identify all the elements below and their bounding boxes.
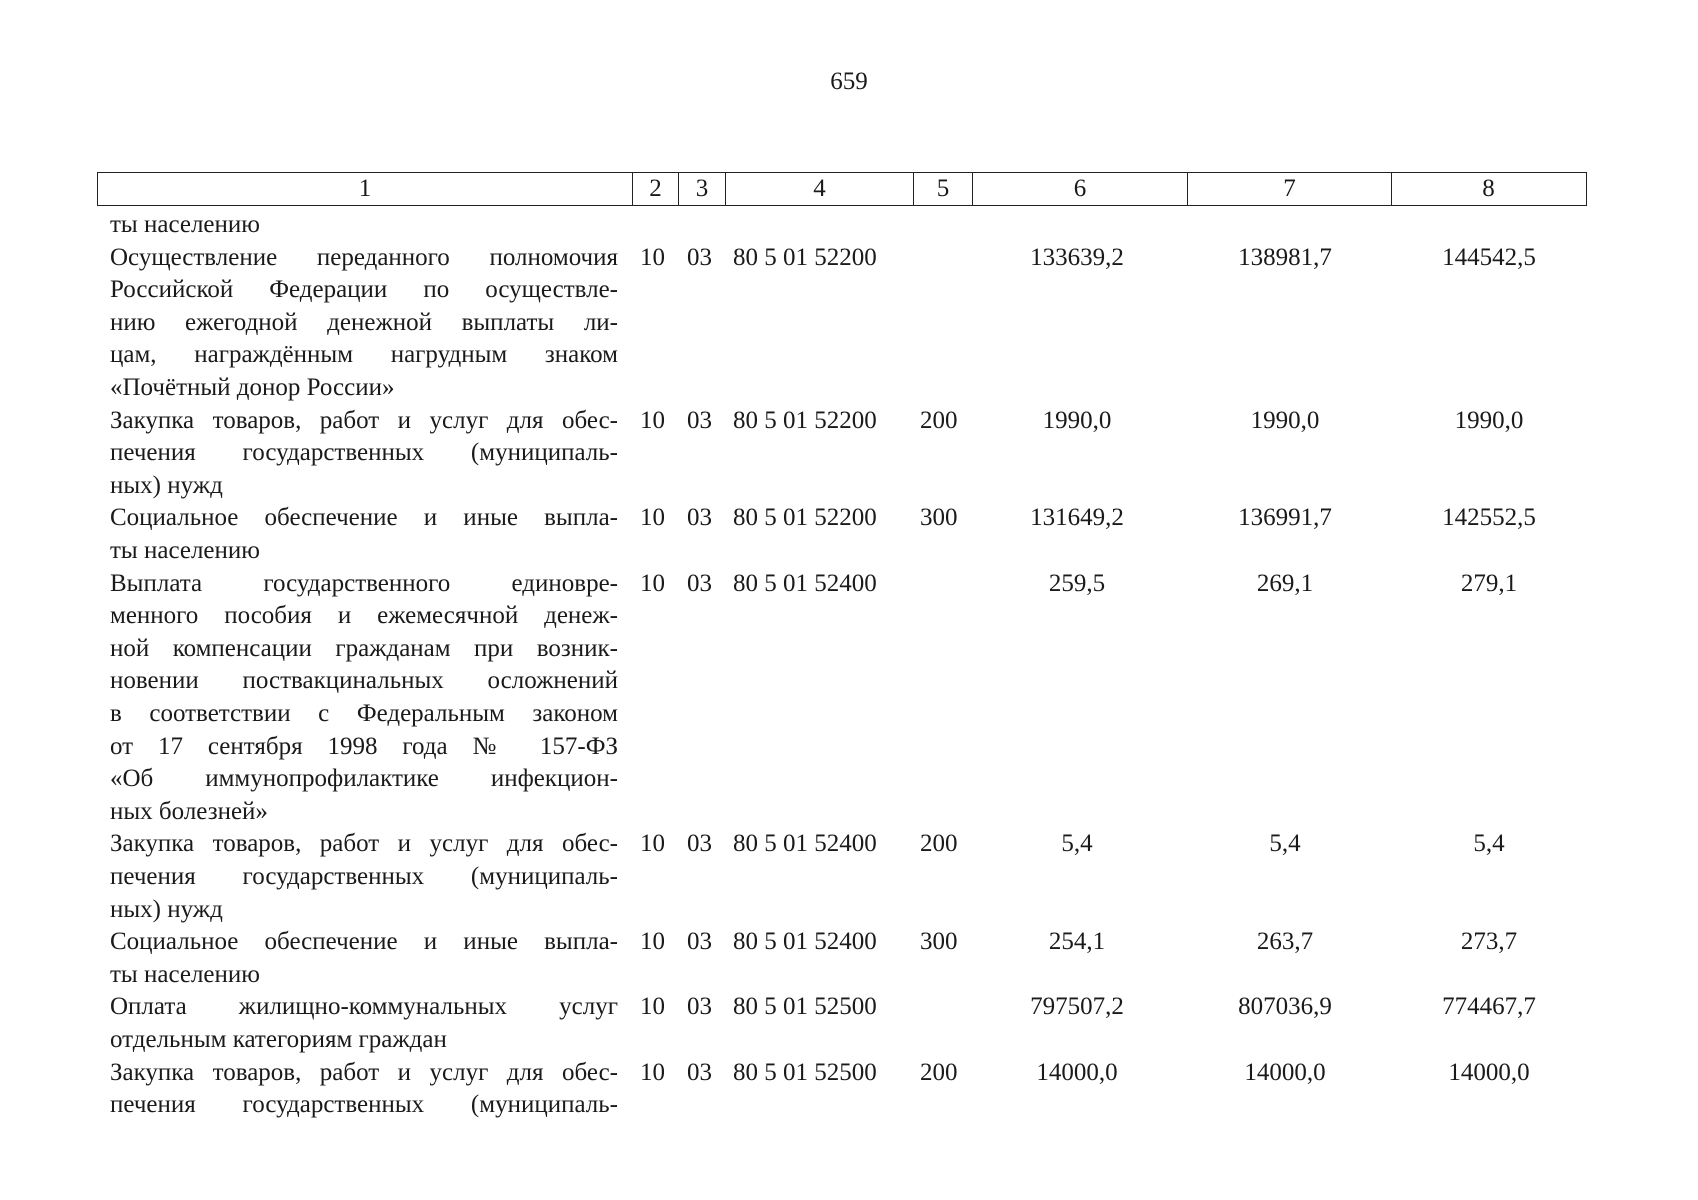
- cell-col-4: 80 5 01 52400: [733, 569, 877, 597]
- cell-col-6: 254,1: [1048, 928, 1106, 956]
- row-description-line: «Почётный донор России»: [110, 373, 395, 401]
- header-col-6: 6: [973, 173, 1188, 205]
- cell-col-4: 80 5 01 52500: [733, 993, 877, 1021]
- row-description-line: Социальное обеспечение и иные выпла-: [110, 504, 618, 532]
- cell-col-8: 1990,0: [1454, 406, 1524, 434]
- row-description: [110, 209, 618, 242]
- cell-col-3: 03: [687, 243, 712, 271]
- cell-col-8: 273,7: [1460, 928, 1518, 956]
- header-col-8: 8: [1482, 175, 1495, 202]
- row-description-line: Закупка товаров, работ и услуг для обес-: [110, 1058, 618, 1086]
- cell-col-5: 200: [920, 1058, 958, 1086]
- row-description-line: печения государственных (муниципаль-: [110, 1091, 618, 1119]
- row-description-line: Осуществление переданного полномочия: [110, 243, 618, 271]
- cell-col-5: 300: [920, 504, 958, 532]
- cell-col-2: 10: [640, 993, 665, 1021]
- row-description-line: ты населению: [110, 211, 260, 238]
- row-description-line: Социальное обеспечение и иные выпла-: [110, 928, 618, 956]
- cell-col-7: 807036,9: [1238, 993, 1332, 1021]
- row-description-line: печения государственных (муниципаль-: [110, 439, 618, 467]
- cell-col-6: 14000,0: [1036, 1058, 1118, 1086]
- cell-col-3: 03: [687, 504, 712, 532]
- row-description-line: ты населению: [110, 960, 260, 988]
- cell-col-6: 1990,0: [1042, 406, 1112, 434]
- header-col-5: 5: [914, 173, 973, 205]
- table-header-row: [97, 172, 1587, 206]
- cell-col-8: 144542,5: [1442, 243, 1536, 271]
- cell-col-8: 5,4: [1473, 830, 1505, 858]
- cell-col-3: 03: [687, 993, 712, 1021]
- header-col-1: 1: [98, 173, 633, 205]
- row-description: [110, 405, 618, 503]
- row-description: [110, 828, 618, 926]
- cell-col-4: 80 5 01 52400: [733, 928, 877, 956]
- cell-col-4: 80 5 01 52500: [733, 1058, 877, 1086]
- cell-col-4: 80 5 01 52400: [733, 830, 877, 858]
- cell-col-4: 80 5 01 52200: [733, 406, 877, 434]
- row-description-line: ных) нужд: [110, 895, 223, 923]
- row-description-line: отдельным категориям граждан: [110, 1025, 447, 1053]
- row-description-line: «Об иммунопрофилактике инфекцион-: [110, 765, 618, 793]
- row-description-line: от 17 сентября 1998 года № 157-ФЗ: [110, 732, 618, 760]
- cell-col-2: 10: [640, 830, 665, 858]
- row-description-line: цам, награждённым нагрудным знаком: [110, 341, 618, 369]
- cell-col-5: 200: [920, 830, 958, 858]
- row-description: [110, 1057, 618, 1122]
- cell-col-8: 279,1: [1460, 569, 1518, 597]
- cell-col-7: 269,1: [1256, 569, 1314, 597]
- cell-col-6: 131649,2: [1030, 504, 1124, 532]
- cell-col-4: 80 5 01 52200: [733, 504, 877, 532]
- cell-col-2: 10: [640, 1058, 665, 1086]
- cell-col-7: 136991,7: [1238, 504, 1332, 532]
- header-col-2: 2: [633, 173, 679, 205]
- cell-col-7: 1990,0: [1250, 406, 1320, 434]
- row-description: [110, 568, 618, 829]
- cell-col-5: 300: [920, 928, 958, 956]
- row-description-line: ты населению: [110, 536, 260, 564]
- cell-col-7: 263,7: [1256, 928, 1314, 956]
- cell-col-2: 10: [640, 928, 665, 956]
- cell-col-3: 03: [687, 1058, 712, 1086]
- row-description: [110, 502, 618, 567]
- cell-col-3: 03: [687, 928, 712, 956]
- row-description-line: в соответствии с Федеральным законом: [110, 699, 618, 727]
- row-description-line: ных) нужд: [110, 471, 223, 499]
- row-description-line: Выплата государственного единовре-: [110, 569, 618, 597]
- row-description: [110, 926, 618, 991]
- row-description-line: нию ежегодной денежной выплаты ли-: [110, 308, 618, 336]
- row-description-line: печения государственных (муниципаль-: [110, 862, 618, 890]
- cell-col-4: 80 5 01 52200: [733, 243, 877, 271]
- cell-col-6: 5,4: [1061, 830, 1093, 858]
- row-description: [110, 991, 618, 1056]
- cell-col-2: 10: [640, 243, 665, 271]
- cell-col-3: 03: [687, 406, 712, 434]
- row-description-line: Российской Федерации по осуществле-: [110, 276, 618, 304]
- row-description-line: ной компенсации гражданам при возник-: [110, 634, 618, 662]
- cell-col-8: 142552,5: [1442, 504, 1536, 532]
- row-description-line: менного пособия и ежемесячной денеж-: [110, 602, 618, 630]
- cell-col-8: 14000,0: [1448, 1058, 1530, 1086]
- row-description-line: Закупка товаров, работ и услуг для обес-: [110, 406, 618, 434]
- cell-col-6: 133639,2: [1030, 243, 1124, 271]
- header-col-4: 4: [726, 173, 914, 205]
- cell-col-7: 5,4: [1269, 830, 1301, 858]
- cell-col-3: 03: [687, 569, 712, 597]
- cell-col-8: 774467,7: [1442, 993, 1536, 1021]
- cell-col-3: 03: [687, 830, 712, 858]
- cell-col-2: 10: [640, 569, 665, 597]
- row-description-line: Оплата жилищно-коммунальных услуг: [110, 993, 618, 1021]
- row-description: [110, 242, 618, 405]
- header-col-3: 3: [679, 173, 726, 205]
- cell-col-7: 14000,0: [1244, 1058, 1326, 1086]
- cell-col-6: 259,5: [1048, 569, 1106, 597]
- cell-col-5: 200: [920, 406, 958, 434]
- cell-col-6: 797507,2: [1030, 993, 1124, 1021]
- cell-col-2: 10: [640, 406, 665, 434]
- cell-col-2: 10: [640, 504, 665, 532]
- cell-col-7: 138981,7: [1238, 243, 1332, 271]
- row-description-line: ных болезней»: [110, 797, 268, 825]
- row-description-line: новении поствакцинальных осложнений: [110, 667, 618, 695]
- row-description-line: Закупка товаров, работ и услуг для обес-: [110, 830, 618, 858]
- page-number: 659: [830, 68, 868, 95]
- header-col-7: 7: [1188, 173, 1392, 205]
